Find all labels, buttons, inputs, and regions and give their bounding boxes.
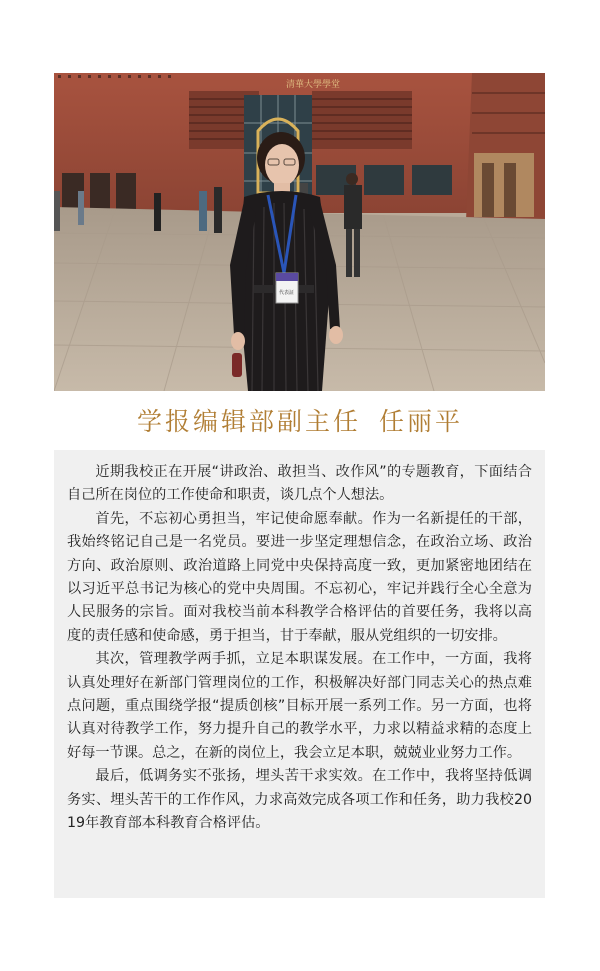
page-title	[0, 404, 600, 440]
paragraph-first: 首先，不忘初心勇担当，牢记使命愿奉献。作为一名新提任的干部，我始终铭记自己是一名党员。要进一步坚定理想信念，在政治立场、政治方向、政治原则、政治道路上同党中央保持高度一致，更加紧密地团结在以习近平总书记为核心的党中央周围。不忘初心，牢记并践行全心全意为人民服务的宗旨。面对我校当前本科教学合格评估的首要任务，我将以高度的责任感和使命感，勇于担当，甘于奉献，服从党组织的一切安排。	[67, 510, 532, 644]
paragraph-last: 最后，低调务实不张扬，埋头苦干求实效。在工作中，我将坚持低调务实、埋头苦干的工作作风，力求高效完成各项工作和任务，助力我校2019年教育部本科教育合格评估。	[67, 768, 532, 832]
title-name: 任丽平	[379, 407, 464, 436]
badge-text: 代表証	[279, 290, 295, 296]
article-body	[54, 450, 545, 898]
paragraph-second: 其次，管理教学两手抓，立足本职谋发展。在工作中，一方面，我将认真处理好在新部门管理岗位的工作，积极解决好部门同志关心的热点难点问题，重点围绕学报“提质创核”目标开展一系列工作。另一方面，也将认真对待教学工作，努力提升自己的教学水平，力求以精益求精的态度上好每一节课。总之，在新的岗位上，我会立足本职，兢兢业业努力工作。	[67, 651, 532, 761]
portrait-photo	[54, 73, 545, 391]
title-position: 学报编辑部副主任	[136, 407, 361, 436]
paragraph-intro: 近期我校正在开展“讲政治、敢担当、改作风”的专题教育，下面结合自己所在岗位的工作使命和职责，谈几点个人想法。	[67, 464, 532, 504]
building-sign: 清華大學學堂	[286, 80, 341, 90]
